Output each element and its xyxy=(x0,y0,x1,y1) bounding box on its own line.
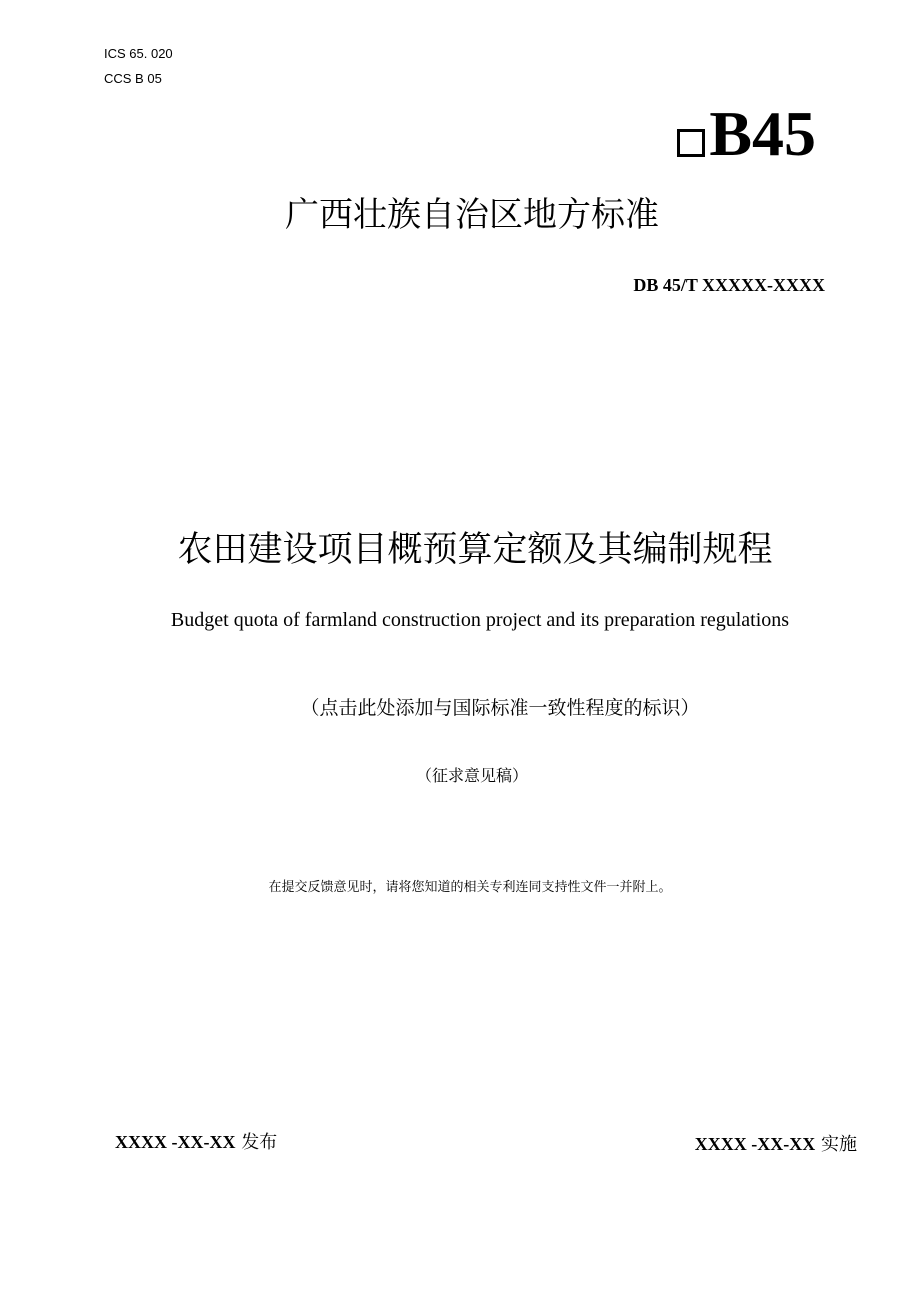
issue-date-line xyxy=(115,1129,277,1156)
international-consistency-placeholder[interactable]: （点击此处添加与国际标准一致性程度的标识） xyxy=(300,697,700,719)
ics-code: ICS 65. 020 xyxy=(104,46,173,61)
checkbox-square-icon xyxy=(677,129,705,157)
issue-date: XXXX -XX-XX xyxy=(115,1132,236,1152)
db-mark-text: B45 xyxy=(709,98,816,169)
implement-date-line xyxy=(695,1131,857,1158)
ccs-code: CCS B 05 xyxy=(104,71,162,86)
document-title-english: Budget quota of farmland construction project and its preparation regulations xyxy=(170,609,790,631)
implement-label: 实施 xyxy=(821,1134,857,1155)
issue-label: 发布 xyxy=(241,1132,278,1153)
db-standard-mark xyxy=(677,96,816,172)
patent-notice: 在提交反馈意见时，请将您知道的相关专利连同支持性文件一并附上。 xyxy=(268,880,672,895)
draft-status: （征求意见稿） xyxy=(415,766,528,785)
standard-type-title: 广西壮族自治区地方标准 xyxy=(285,195,659,235)
document-title-chinese: 农田建设项目概预算定额及其编制规程 xyxy=(177,530,773,570)
standard-number: DB 45/T XXXXX-XXXX xyxy=(633,275,825,295)
implement-date: XXXX -XX-XX xyxy=(694,1134,816,1154)
